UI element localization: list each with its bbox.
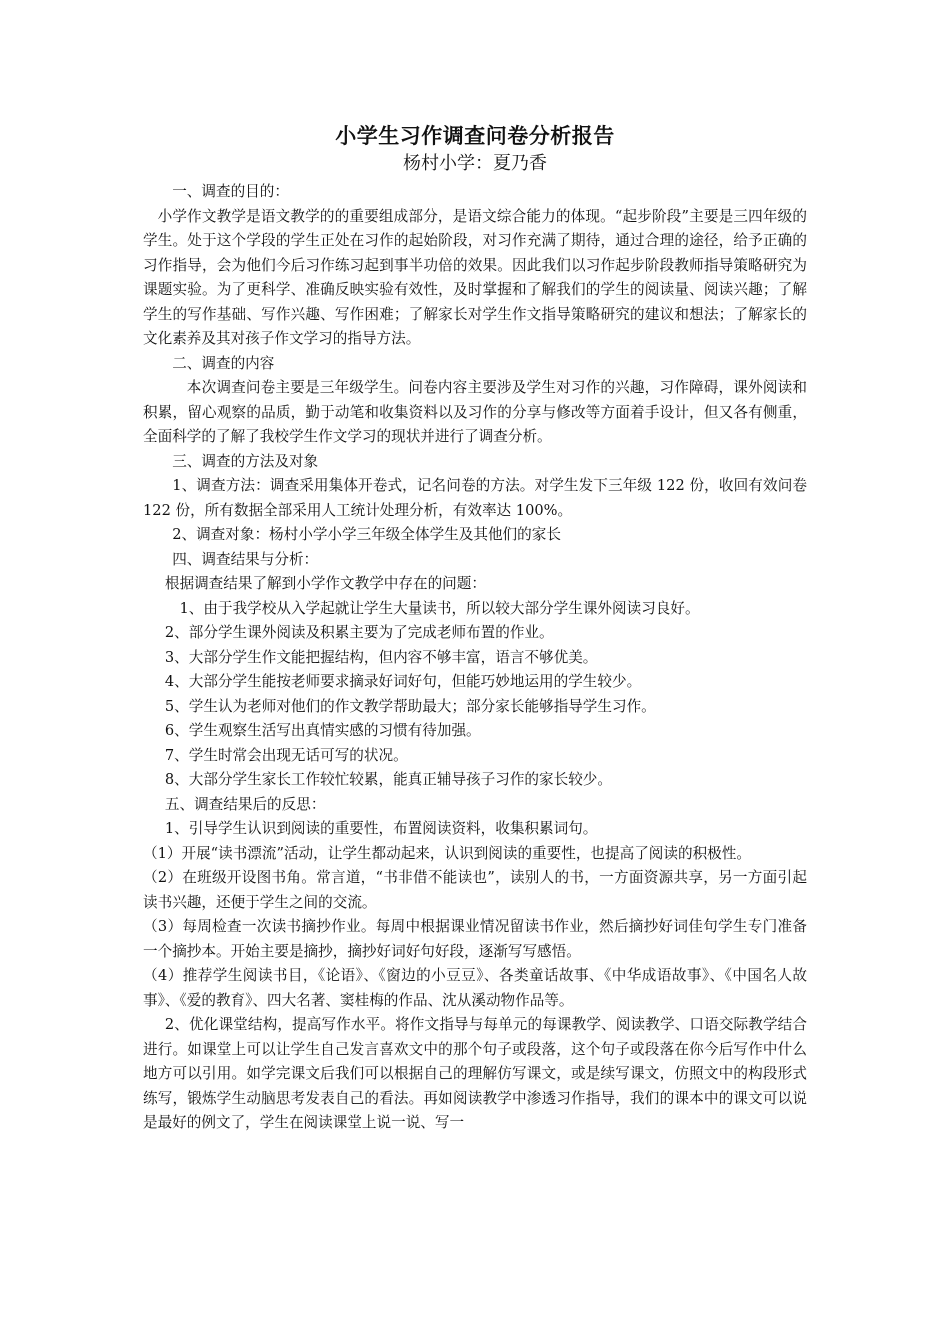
paragraph: 2、优化课堂结构，提高写作水平。将作文指导与每单元的每课教学、阅读教学、口语交际教学结合进行。如课堂上可以让学生自己发言喜欢文中的那个句子或段落，这个句子或段落在你今后写作中什么地方可以引用。如学完课文后我们可以根据自己的理解仿写课文，或是续写课文，仿照文中的构段形式练写，锻炼学生动脑思考发表自己的看法。再如阅读教学中渗透习作指导，我们的课本中的课文可以说是最好的例文了，学生在阅读课堂上说一说、写一 <box>143 1016 807 1131</box>
paragraph: 6、学生观察生活写出真情实感的习惯有待加强。 <box>164 722 481 739</box>
paragraph: 小学作文教学是语文教学的的重要组成部分，是语文综合能力的体现。“起步阶段”主要是三四年级的学生。处于这个学段的学生正处在习作的起始阶段，对习作充满了期待，通过合理的途径，给予正确的习作指导，会为他们今后习作练习起到事半功倍的效果。因此我们以习作起步阶段教师指导策略研究为课题实验。为了更科学、准确反映实验有效性，及时掌握和了解我们的学生的阅读量、阅读兴趣；了解学生的写作基础、写作兴趣、写作困难；了解家长对学生作文指导策略研究的建议和想法；了解家长的文化素养及其对孩子作文学习的指导方法。 <box>143 207 807 347</box>
paragraph: 8、大部分学生家长工作较忙较累，能真正辅导孩子习作的家长较少。 <box>164 771 612 788</box>
paragraph: 7、学生时常会出现无话可写的状况。 <box>164 746 408 764</box>
paragraph: 2、部分学生课外阅读及积累主要为了完成老师布置的作业。 <box>164 624 554 641</box>
paragraph: 根据调查结果了解到小学作文教学中存在的问题： <box>164 575 486 592</box>
paragraph: 1、调查方法：调查采用集体开卷式，记名问卷的方法。对学生发下三年级 122 份，收回有效问卷 122 份，所有数据全部采用人工统计处理分析，有效率达 100%。 <box>143 477 807 519</box>
paragraph: 三、调查的方法及对象 <box>172 452 319 470</box>
document-page <box>143 120 807 1136</box>
paragraph: 五、调查结果后的反思： <box>164 795 326 813</box>
paragraph: 2、调查对象：杨村小学小学三年级全体学生及其他们的家长 <box>172 526 561 543</box>
paragraph: 四、调查结果与分析： <box>172 550 319 568</box>
paragraph: 本次调查问卷主要是三年级学生。问卷内容主要涉及学生对习作的兴趣，习作障碍，课外阅读和积累，留心观察的品质，勤于动笔和收集资料以及习作的分享与修改等方面着手设计，但又各有侧重，全面科学的了解了我校学生作文学习的现状并进行了调查分析。 <box>143 379 807 445</box>
paragraph: （2）在班级开设图书角。常言道，“书非借不能读也”，读别人的书，一方面资源共享，另一方面引起读书兴趣，还便于学生之间的交流。 <box>143 869 807 911</box>
paragraph: （1）开展“读书漂流”活动，让学生都动起来，认识到阅读的重要性，也提高了阅读的积极性。 <box>143 844 751 862</box>
paragraph: 3、大部分学生作文能把握结构，但内容不够丰富，语言不够优美。 <box>164 648 598 666</box>
paragraph: （3）每周检查一次读书摘抄作业。每周中根据课业情况留读书作业，然后摘抄好词佳句学生专门准备一个摘抄本。开始主要是摘抄，摘抄好词好句好段，逐渐写写感悟。 <box>143 918 807 960</box>
paragraph: 5、学生认为老师对他们的作文教学帮助最大；部分家长能够指导学生习作。 <box>164 697 656 715</box>
document-body <box>143 180 807 1136</box>
paragraph: 1、由于我学校从入学起就让学生大量读书，所以较大部分学生课外阅读习良好。 <box>179 599 700 617</box>
paragraph: 4、大部分学生能按老师要求摘录好词好句，但能巧妙地运用的学生较少。 <box>164 673 642 690</box>
document-title: 小学生习作调查问卷分析报告 <box>335 123 615 148</box>
paragraph: 二、调查的内容 <box>172 354 275 372</box>
paragraph: （4）推荐学生阅读书目，《论语》、《窗边的小豆豆》、各类童话故事、《中华成语故事》、《中国名人故事》、《爱的教育》、四大名著、窦桂梅的作品、沈从溪动物作品等。 <box>143 967 807 1009</box>
document-author: 杨村小学：夏乃香 <box>403 153 547 174</box>
paragraph: 1、引导学生认识到阅读的重要性，布置阅读资料，收集积累词句。 <box>164 820 598 837</box>
paragraph: 一、调查的目的： <box>172 183 289 200</box>
